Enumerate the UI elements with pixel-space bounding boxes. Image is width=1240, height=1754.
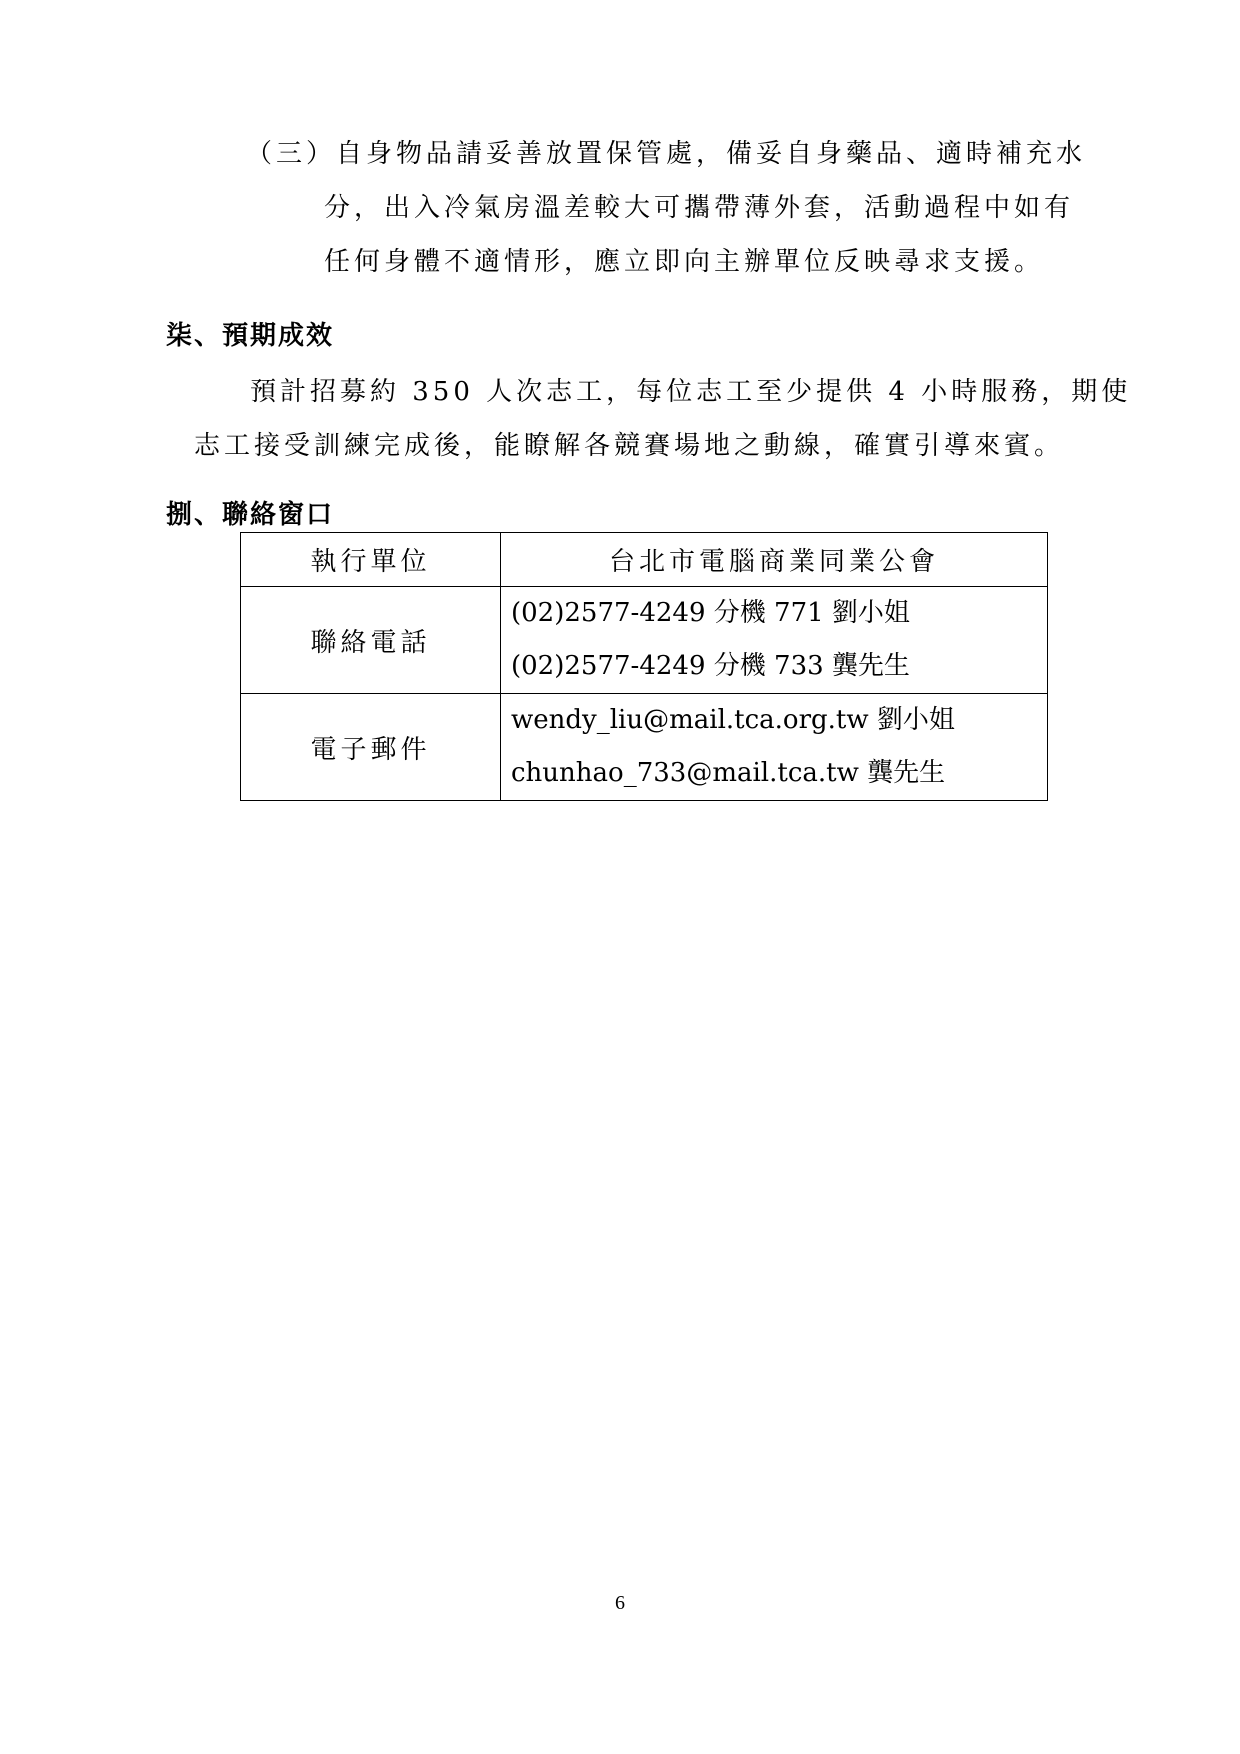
note-item-marker: （三） xyxy=(246,139,337,169)
section-seven-paragraph-line-1: 預計招募約 350 人次志工，每位志工至少提供 4 小時服務，期使 xyxy=(250,377,1132,407)
note-item-line-1 xyxy=(246,136,1086,172)
table-row-phone xyxy=(241,587,1048,694)
table-row-unit xyxy=(241,533,1048,587)
unit-label-cell: 執行單位 xyxy=(241,533,501,587)
email-label-cell: 電子郵件 xyxy=(241,694,501,801)
contact-table xyxy=(240,532,1048,801)
section-eight-heading: 捌、聯絡窗口 xyxy=(166,500,335,530)
email-value-cell xyxy=(501,694,1048,801)
email-line-2: chunhao_733@mail.tca.tw 龔先生 xyxy=(511,758,946,788)
phone-line-2: (02)2577-4249 分機 733 龔先生 xyxy=(511,651,910,681)
phone-line-1: (02)2577-4249 分機 771 劉小姐 xyxy=(511,598,910,628)
phone-value-cell xyxy=(501,587,1048,694)
section-seven-paragraph-line-2: 志工接受訓練完成後，能瞭解各競賽場地之動線，確實引導來賓。 xyxy=(194,431,1065,461)
unit-value-cell: 台北市電腦商業同業公會 xyxy=(501,533,1048,587)
table-row-email xyxy=(241,694,1048,801)
section-seven-heading: 柒、預期成效 xyxy=(166,321,335,351)
email-line-1: wendy_liu@mail.tca.org.tw 劉小姐 xyxy=(511,705,955,735)
page-number: 6 xyxy=(615,1592,625,1614)
note-item-line-3: 任何身體不適情形，應立即向主辦單位反映尋求支援。 xyxy=(324,247,1045,277)
note-item-text: 自身物品請妥善放置保管處，備妥自身藥品、適時補充水 xyxy=(336,139,1087,169)
phone-label-cell: 聯絡電話 xyxy=(241,587,501,694)
note-item-line-2: 分，出入冷氣房溫差較大可攜帶薄外套，活動過程中如有 xyxy=(324,193,1075,223)
